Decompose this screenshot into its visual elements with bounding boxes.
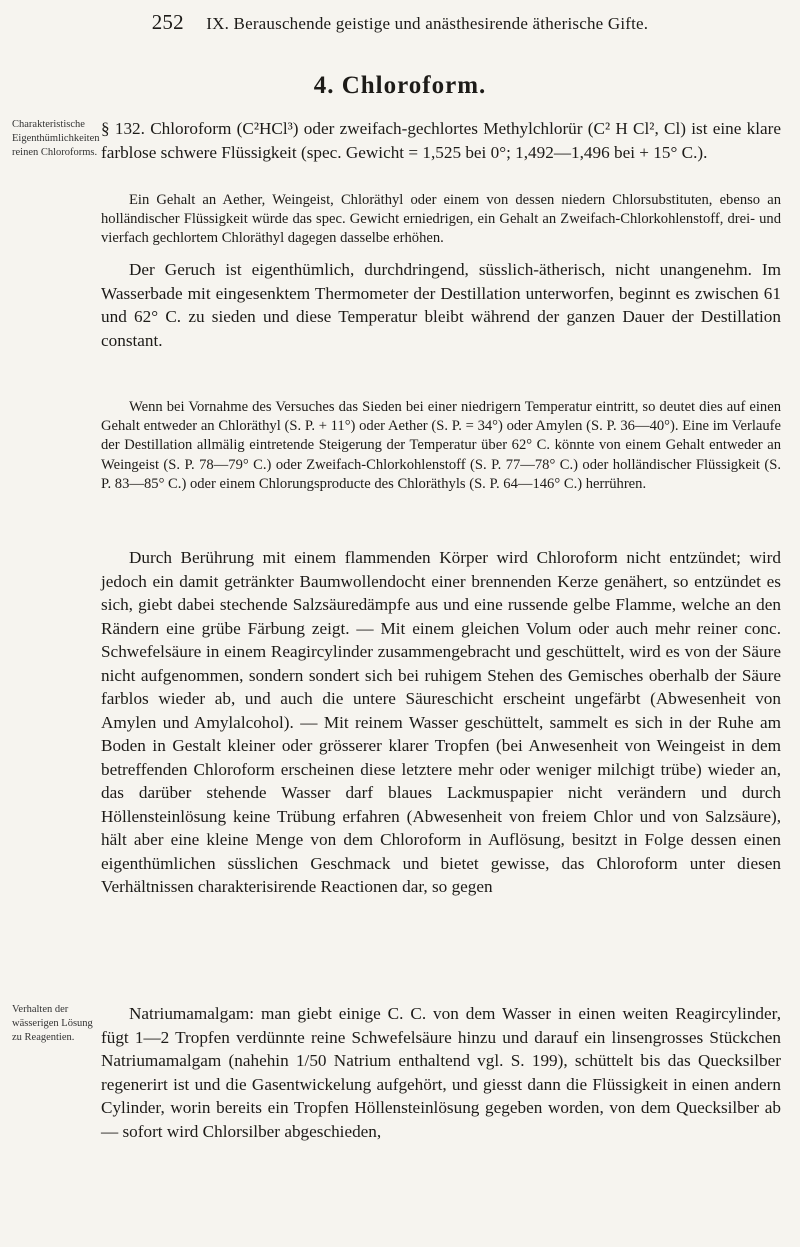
paragraph-text: Durch Berührung mit einem flammenden Körper wird Chloroform nicht entzündet; wird jedoch ein damit getränkter Baumwollendocht einer brennenden Kerze genähert, so entzündet es sich, giebt dabei stechende Salzsäuredämpfe aus und eine russende gelbe Flamme, welche an den Rändern eine grübe Färbung zeigt. — Mit einem gleichen Volum oder auch mehr reiner conc. Schwefelsäure in einem Reagircylinder zusammengebracht und geschüttelt, wird es von der Säure nicht aufgenommen, sondern sondert sich bei ruhigem Stehen des Gemisches oberhalb der Säure farblos wieder ab, und auch die untere Säureschicht erscheint ungefärbt (Abwesenheit von Amylen und Amylalcohol). — Mit reinem Wasser geschüttelt, sammelt es sich in der Ruhe am Boden in Gestalt kleiner oder grösserer klarer Tropfen (bei Anwesenheit von Weingeist in dem betreffenden Chloroform erscheinen diese letztere mehr oder weniger milchigt trübe) wieder an, das darüber stehende Wasser darf blaues Lackmuspapier nicht verändern und durch Höllensteinlösung keine Trübung erfahren (Abwesenheit von freiem Chlor und von Salzsäure), hält aber eine kleine Menge von dem Chloroform in Auflösung, besitzt in Folge dessen einen eigenthümlichen süsslichen Geschmack und bietet gewisse, das Chloroform unter diesen Verhältnissen charakterisirende Reactionen dar, so gegen bbox=[101, 548, 781, 896]
paragraph-text: Der Geruch ist eigenthümlich, durchdringend, süsslich-ätherisch, nicht unangenehm. Im Wasserbade mit eingesenktem Thermometer der Destillation unterworfen, beginnt es zwischen 61 und 62° C. zu sieden und diese Temperatur bleibt während der ganzen Dauer der Destillation constant. bbox=[101, 260, 781, 350]
paragraph-text: Wenn bei Vornahme des Versuches das Sieden bei einer niedrigern Temperatur eintritt, so deutet dies auf einen Gehalt entweder an Chloräthyl (S. P. + 11°) oder Aether (S. P. = 34°) oder Amylen (S. P. 36—40°). Eine im Verlaufe der Destillation allmälig eintretende Steigerung der Temperatur über 62° C. könnte von einem Gehalt entweder an Weingeist (S. P. 78—79° C.) oder Zweifach-Chlorkohlenstoff (S. P. 77—78° C.) oder holländischer Flüssigkeit (S. P. 83—85° C.) oder einem Chlorungsproducte des Chloräthyls (S. P. 64—146° C.) herrühren. bbox=[101, 399, 781, 492]
paragraph-geruch bbox=[101, 258, 781, 352]
paragraph-text: Ein Gehalt an Aether, Weingeist, Chloräthyl oder einem von dessen niedern Chlorsubstituten, ebenso an holländischer Flüssigkeit würde das spec. Gewicht erniedrigen, ein Gehalt an Zweifach-Chlorkohlenstoff, drei- und vierfach gechlortem Chloräthyl dagegen dasselbe erhöhen. bbox=[101, 192, 781, 247]
running-title: IX. Berauschende geistige und anästhesirende ätherische Gifte. bbox=[206, 14, 649, 33]
paragraph-beruehrung bbox=[101, 546, 781, 899]
margin-note-charakteristische: Charakteristische Eigenthümlichkeiten reinen Chloroforms. bbox=[12, 119, 100, 158]
paragraph-sieden bbox=[101, 398, 781, 494]
paragraph-gehalt bbox=[101, 191, 781, 249]
paragraph-text: § 132. Chloroform (C²HCl³) oder zweifach-gechlortes Methylchlorür (C² H Cl², Cl) ist eine klare farblose schwere Flüssigkeit (spec. Gewicht = 1,525 bei 0°; 1,492—1,496 bei + 15° C.). bbox=[101, 119, 781, 162]
paragraph-132 bbox=[101, 117, 781, 164]
margin-note-verhalten: Verhalten der wässerigen Lösung zu Reagentien. bbox=[12, 1004, 93, 1043]
paragraph-text: Natriumamalgam: man giebt einige C. C. von dem Wasser in einen weiten Reagircylinder, fügt 1—2 Tropfen verdünnte reine Schwefelsäure hinzu und darauf ein linsengrosses Stückchen Natriumamalgam (nahehin 1/50 Natrium enthaltend vgl. S. 199), schüttelt bis das Quecksilber regenerirt ist und die Gasentwickelung aufgehört, und giesst dann die Flüssigkeit in einen andern Cylinder, worin bereits ein Tropfen Höllensteinlösung gegeben worden, von dem Quecksilber ab — sofort wird Chlorsilber abgeschieden, bbox=[101, 1004, 781, 1141]
section-title: 4. Chloroform. bbox=[313, 72, 487, 99]
paragraph-natriumamalgam bbox=[101, 1002, 781, 1143]
running-head bbox=[0, 10, 800, 35]
page-number: 252 bbox=[151, 10, 184, 34]
